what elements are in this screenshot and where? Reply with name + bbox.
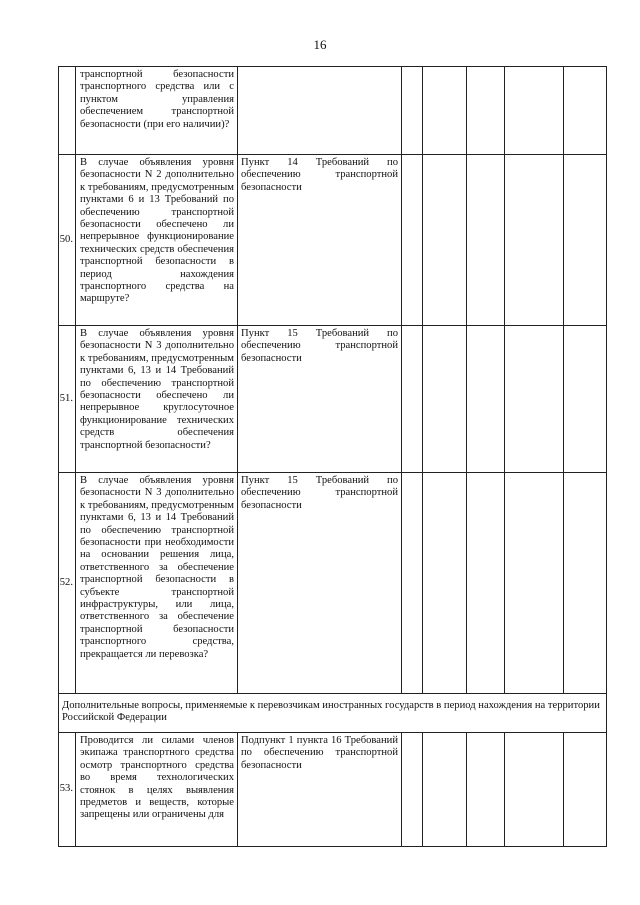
empty-cell [505,326,564,473]
checklist-table [58,66,607,847]
row-number: 50. [59,155,76,326]
row-number: 53. [59,733,76,847]
row-number: 52. [59,473,76,694]
requirement-cell: Пункт 14 Требований по обеспечению транспортной безопасности [238,155,402,326]
empty-cell [423,326,467,473]
table-row [59,326,607,473]
table-row [59,67,607,155]
empty-cell [564,473,607,694]
question-cell: В случае объявления уровня безопасности N 3 дополнительно к требованиям, предусмотренным пунктами 6, 13 и 14 Требований по обеспечению транспортной безопасности при необходимости на основании решения лица, ответственного за обеспечение транспортной безопасности в субъекте транспортной инфраструктуры, или лица, ответственного за обеспечение транспортной безопасности транспортного средства, прекращается ли перевозка? [76,473,238,694]
section-title: Дополнительные вопросы, применяемые к перевозчикам иностранных государств в период нахождения на территории Российской Федерации [59,694,607,733]
empty-cell [467,473,505,694]
question-cell: Проводится ли силами членов экипажа транспортного средства осмотр транспортного средства во время технологических стоянок в целях выявления предметов и веществ, которые запрещены или ограничены для [76,733,238,847]
empty-cell [564,326,607,473]
empty-cell [402,326,423,473]
table-row [59,155,607,326]
table-row [59,733,607,847]
page-number: 16 [313,37,327,52]
row-number: 51. [59,326,76,473]
empty-cell [505,733,564,847]
table-row [59,473,607,694]
empty-cell [402,67,423,155]
question-cell: В случае объявления уровня безопасности N 3 дополнительно к требованиям, предусмотренным пунктами 6, 13 и 14 Требований по обеспечению транспортной безопасности обеспечено ли непрерывное круглосуточное функционирование технических средств обеспечения транспортной безопасности? [76,326,238,473]
empty-cell [402,473,423,694]
question-cell: В случае объявления уровня безопасности N 2 дополнительно к требованиям, предусмотренным пунктами 6 и 13 Требований по обеспечению транспортной безопасности обеспечено ли непрерывное функционирование технических средств обеспечения транспортной безопасности в период нахождения транспортного средства на маршруте? [76,155,238,326]
requirement-cell: Пункт 15 Требований по обеспечению транспортной безопасности [238,473,402,694]
empty-cell [564,155,607,326]
empty-cell [423,733,467,847]
section-header-row [59,694,607,733]
empty-cell [505,67,564,155]
requirement-cell: Пункт 15 Требований по обеспечению транспортной безопасности [238,326,402,473]
question-cell: транспортной безопасности транспортного средства или с пунктом управления обеспечением транспортной безопасности (при его наличии)? [76,67,238,155]
empty-cell [423,155,467,326]
requirement-cell: Подпункт 1 пункта 16 Требований по обеспечению транспортной безопасности [238,733,402,847]
empty-cell [423,67,467,155]
empty-cell [467,326,505,473]
empty-cell [467,733,505,847]
empty-cell [423,473,467,694]
empty-cell [467,67,505,155]
empty-cell [467,155,505,326]
empty-cell [505,473,564,694]
empty-cell [505,155,564,326]
empty-cell [402,155,423,326]
empty-cell [564,67,607,155]
empty-cell [402,733,423,847]
row-number [59,67,76,155]
empty-cell [564,733,607,847]
requirement-cell [238,67,402,155]
